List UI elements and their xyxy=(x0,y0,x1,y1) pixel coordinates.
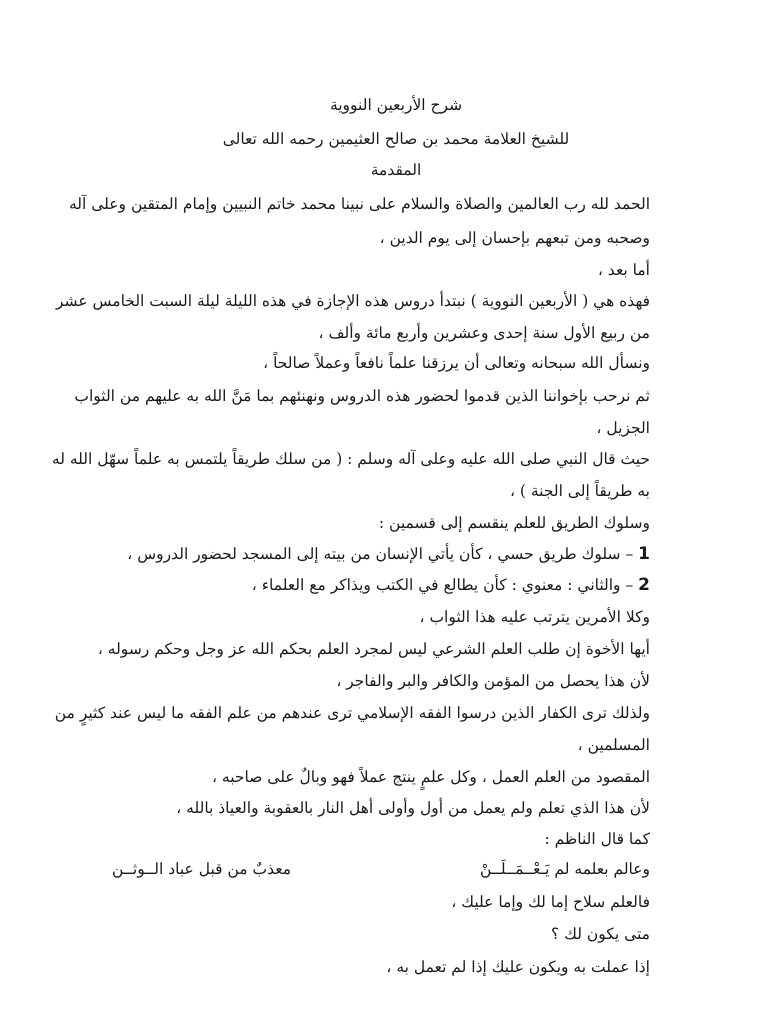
text-line: أما بعد ، xyxy=(597,261,650,279)
list-item xyxy=(0,543,768,565)
document-author: للشيخ العلامة محمد بن صالح العثيمين رحمه الله تعالى xyxy=(222,130,570,148)
text-line: وسلوك الطريق للعلم ينقسم إلى قسمين : xyxy=(378,514,650,532)
section-heading: المقدمة xyxy=(370,161,422,179)
verse-first-hemistich: وعالم بعلمه لم يَـعْــمَــلَــنْ xyxy=(480,860,650,878)
list-item-text: – سلوك طريق حسي ، كأن يأتي الإنسان من بيته إلى المسجد لحضور الدروس ، xyxy=(127,545,639,563)
text-line: المقصود من العلم العمل ، وكل علمٍ ينتج عملاً فهو وبالٌ على صاحبه ، xyxy=(211,768,650,786)
text-line: المسلمين ، xyxy=(577,736,650,754)
list-item-text: – والثاني : معنوي : كأن يطالع في الكتب ويذاكر مع العلماء ، xyxy=(251,576,639,594)
document-title: شرح الأربعين النووية xyxy=(329,96,463,114)
text-line: ونسأل الله سبحانه وتعالى أن يرزقنا علماً نافعاً وعملاً صالحاً ، xyxy=(263,354,650,372)
text-line: فالعلم سلاح إما لك وإما عليك ، xyxy=(451,893,650,911)
text-line: وصحبه ومن تبعهم بإحسان إلى يوم الدين ، xyxy=(379,229,650,247)
poem-verse xyxy=(0,858,768,882)
list-number: 2 xyxy=(638,575,650,595)
text-line: إذا عملت به ويكون عليك إذا لم تعمل به ، xyxy=(386,958,650,976)
text-line: به طريقاً إلى الجنة ) ، xyxy=(509,482,650,500)
text-line: الحمد لله رب العالمين والصلاة والسلام على نبينا محمد خاتم النبيين وإمام المتقين وعلى آله xyxy=(68,195,650,213)
text-line: أيها الأخوة إن طلب العلم الشرعي ليس لمجرد العلم بحكم الله عز وجل وحكم رسوله ، xyxy=(97,640,650,658)
text-line: كما قال الناظم : xyxy=(544,830,650,848)
verse-second-hemistich: معذبٌ من قبل عباد الــوثــن xyxy=(112,860,292,878)
text-line: الجزيل ، xyxy=(596,419,650,437)
text-line: ثم نرحب بإخواننا الذين قدموا لحضور هذه الدروس ونهنئهم بما مَنَّ الله به عليهم من الثواب xyxy=(74,387,650,405)
text-line: متى يكون لك ؟ xyxy=(551,925,650,943)
text-line: وكلا الأمرين يترتب عليه هذا الثواب ، xyxy=(419,608,650,626)
text-line: حيث قال النبي صلى الله عليه وعلى آله وسلم : ( من سلك طريقاً يلتمس به علماً سهّل الله له xyxy=(51,450,650,468)
text-line: لأن هذا يحصل من المؤمن والكافر والبر والفاجر ، xyxy=(336,672,650,690)
text-line: لأن هذا الذي تعلم ولم يعمل من أول وأولى أهل النار بالعقوبة والعياذ بالله ، xyxy=(176,799,650,817)
list-number: 1 xyxy=(638,544,650,564)
list-item xyxy=(0,574,768,596)
text-line: فهذه هي ( الأربعين النووية ) نبتدأ دروس هذه الإجازة في هذه الليلة ليلة السبت الخامس عشر xyxy=(55,292,650,310)
text-line: ولذلك ترى الكفار الذين درسوا الفقه الإسلامي ترى عندهم من علم الفقه ما ليس عند كثيرٍ من xyxy=(54,704,650,722)
text-line: من ربيع الأول سنة إحدى وعشرين وأربع مائة وألف ، xyxy=(318,324,650,342)
